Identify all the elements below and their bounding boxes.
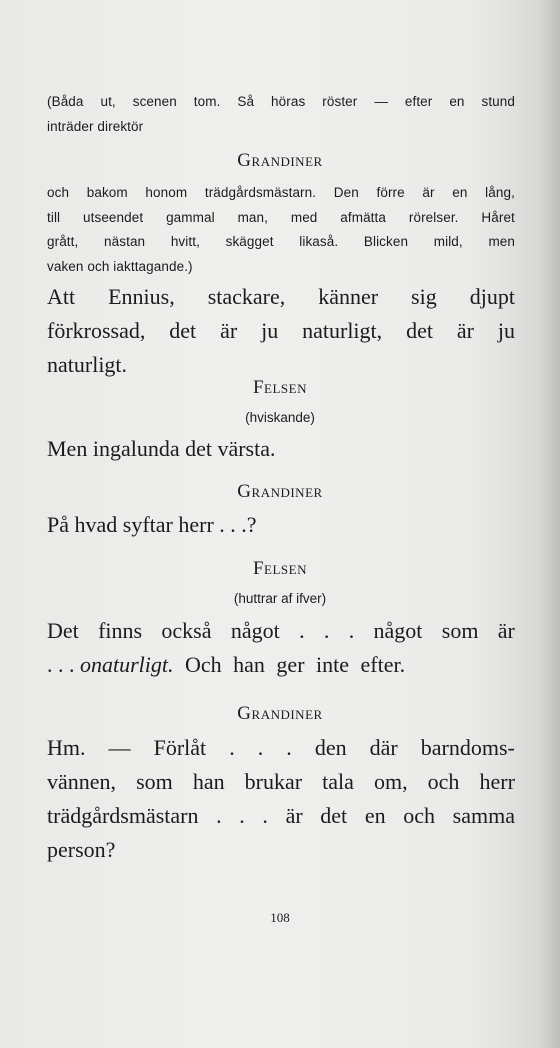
dialogue-line: vännen, som han brukar tala om, och herr bbox=[47, 769, 515, 794]
dialogue-fragment: Och han ger inte efter. bbox=[173, 652, 406, 677]
stage-direction-opening bbox=[47, 90, 515, 139]
dialogue-line: förkrossad, det är ju naturligt, det är ju bbox=[47, 318, 515, 343]
stage-direction-line: (Båda ut, scenen tom. Så höras röster — efter en stund bbox=[47, 94, 515, 109]
dialogue-speech bbox=[47, 432, 515, 466]
stage-direction-line: till utseendet gammal man, med afmätta rörelser. Håret bbox=[47, 209, 515, 225]
dialogue-line bbox=[47, 648, 515, 682]
dialogue-speech bbox=[47, 280, 515, 382]
dialogue-line: trädgårdsmästarn . . . är det en och samma bbox=[47, 803, 515, 828]
dialogue-line: Det finns också något . . . något som är bbox=[47, 618, 515, 643]
speaker-name: Felsen bbox=[252, 377, 307, 398]
dialogue-speech bbox=[47, 731, 515, 867]
dialogue-line: På hvad syftar herr . . .? bbox=[47, 512, 257, 537]
dialogue-fragment: . . . bbox=[47, 652, 80, 677]
speaker-name: Grandiner bbox=[237, 703, 323, 724]
dialogue-emphasis: onaturligt. bbox=[80, 652, 174, 677]
stage-direction-line: och bakom honom trädgårdsmästarn. Den förre är en lång, bbox=[47, 185, 515, 200]
page-number: 108 bbox=[270, 910, 290, 925]
dialogue-line: naturligt. bbox=[47, 352, 128, 377]
dialogue-line: Men ingalunda det värsta. bbox=[47, 436, 276, 461]
stage-direction-description bbox=[47, 181, 515, 279]
dialogue-line: person? bbox=[47, 837, 116, 862]
dialogue-speech bbox=[47, 508, 515, 542]
stage-direction-line: vaken och iakttagande.) bbox=[47, 258, 193, 274]
stage-direction-line: inträder direktör bbox=[47, 118, 144, 134]
speaker-name: Grandiner bbox=[237, 150, 323, 171]
stage-direction-inline: (hviskande) bbox=[245, 410, 315, 425]
dialogue-speech bbox=[47, 614, 515, 682]
speaker-name: Felsen bbox=[252, 558, 307, 579]
stage-direction-line: grått, nästan hvitt, skägget likaså. Blicken mild, men bbox=[47, 234, 515, 249]
speaker-name: Grandiner bbox=[237, 481, 323, 502]
dialogue-line: Att Ennius, stackare, känner sig djupt bbox=[47, 284, 515, 309]
stage-direction-inline: (huttrar af ifver) bbox=[233, 591, 327, 606]
dialogue-line: Hm. — Förlåt . . . den där barndoms- bbox=[47, 735, 515, 760]
